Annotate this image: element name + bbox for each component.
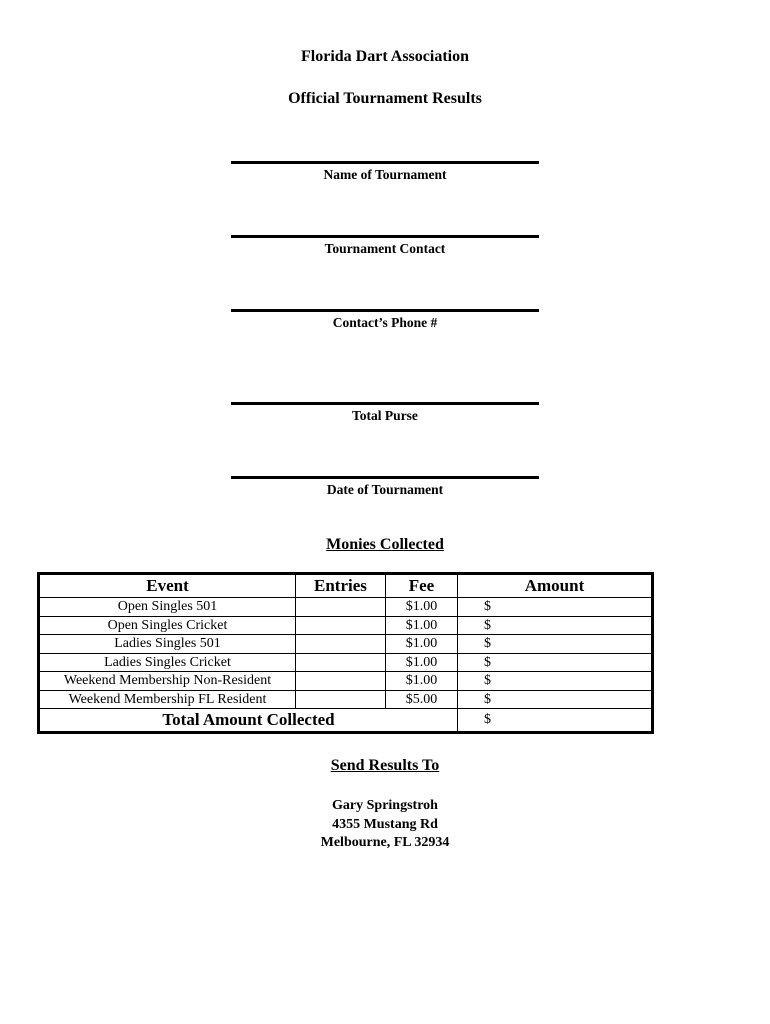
- event-column-header: Event: [39, 574, 296, 598]
- monies-table: [37, 572, 654, 734]
- total-amount-cell[interactable]: $: [458, 709, 653, 733]
- tournament-name-line[interactable]: [231, 161, 539, 164]
- entries-cell[interactable]: [296, 616, 386, 635]
- event-cell: Weekend Membership Non-Resident: [39, 672, 296, 691]
- total-purse-label: Total Purse: [352, 408, 418, 423]
- fee-column-header: Fee: [386, 574, 458, 598]
- fee-cell: $1.00: [386, 598, 458, 617]
- tournament-contact-line[interactable]: [231, 235, 539, 238]
- total-amount-label: Total Amount Collected: [39, 709, 458, 733]
- recipient-city: Melbourne, FL 32934: [320, 835, 450, 850]
- entries-cell[interactable]: [296, 653, 386, 672]
- recipient-street: 4355 Mustang Rd: [332, 817, 438, 832]
- table-row: [39, 672, 653, 691]
- amount-column-header: Amount: [458, 574, 653, 598]
- event-cell: Open Singles 501: [39, 598, 296, 617]
- fee-cell: $1.00: [386, 672, 458, 691]
- entries-cell[interactable]: [296, 598, 386, 617]
- contact-phone-label: Contact’s Phone #: [332, 315, 438, 330]
- amount-cell[interactable]: $: [458, 616, 653, 635]
- fee-cell: $1.00: [386, 635, 458, 654]
- table-row: [39, 653, 653, 672]
- page-title: Official Tournament Results: [288, 90, 482, 107]
- amount-cell[interactable]: $: [458, 672, 653, 691]
- event-cell: Ladies Singles Cricket: [39, 653, 296, 672]
- event-cell: Weekend Membership FL Resident: [39, 690, 296, 709]
- table-row: [39, 616, 653, 635]
- amount-cell[interactable]: $: [458, 635, 653, 654]
- fee-cell: $1.00: [386, 616, 458, 635]
- monies-collected-heading: Monies Collected: [326, 536, 444, 553]
- entries-column-header: Entries: [296, 574, 386, 598]
- recipient-name: Gary Springstroh: [332, 798, 438, 813]
- organization-title: Florida Dart Association: [301, 48, 469, 65]
- tournament-contact-label: Tournament Contact: [324, 241, 446, 256]
- entries-cell[interactable]: [296, 690, 386, 709]
- fee-cell: $1.00: [386, 653, 458, 672]
- tournament-name-label: Name of Tournament: [323, 167, 447, 182]
- total-purse-line[interactable]: [231, 402, 539, 405]
- table-row: [39, 635, 653, 654]
- entries-cell[interactable]: [296, 635, 386, 654]
- tournament-date-line[interactable]: [231, 476, 539, 479]
- event-cell: Open Singles Cricket: [39, 616, 296, 635]
- send-results-heading: Send Results To: [330, 757, 440, 774]
- table-row: [39, 690, 653, 709]
- fee-cell: $5.00: [386, 690, 458, 709]
- amount-cell[interactable]: $: [458, 690, 653, 709]
- monies-header-row: [39, 574, 653, 598]
- amount-cell[interactable]: $: [458, 598, 653, 617]
- entries-cell[interactable]: [296, 672, 386, 691]
- tournament-date-label: Date of Tournament: [326, 482, 444, 497]
- amount-cell[interactable]: $: [458, 653, 653, 672]
- total-row: [39, 709, 653, 733]
- table-row: [39, 598, 653, 617]
- contact-phone-line[interactable]: [231, 309, 539, 312]
- event-cell: Ladies Singles 501: [39, 635, 296, 654]
